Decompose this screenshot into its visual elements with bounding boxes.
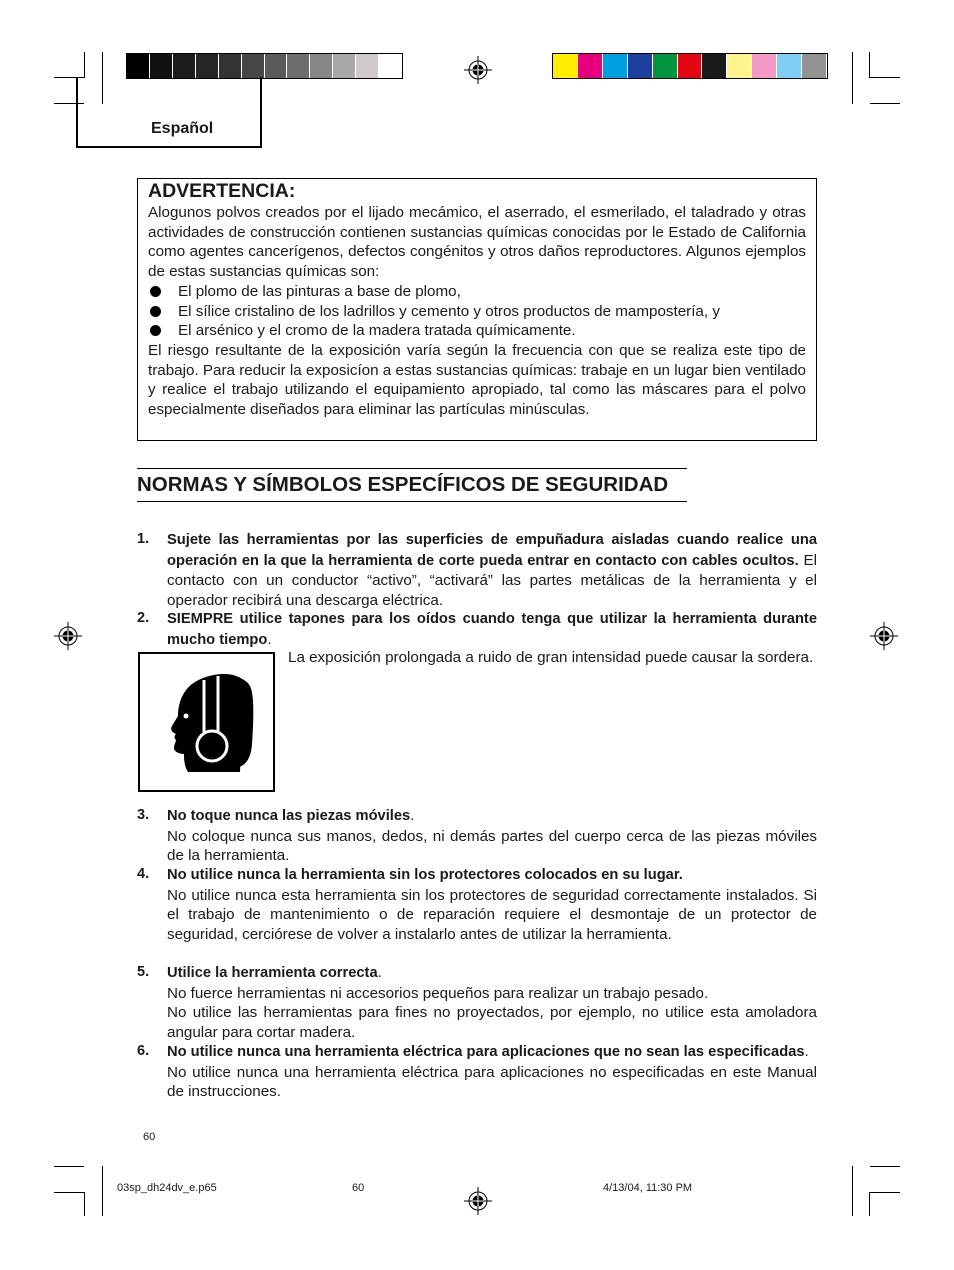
item-text: . bbox=[377, 964, 382, 981]
safety-item-2 bbox=[137, 609, 817, 650]
item-paragraph: No utilice las herramientas para fines no proyectados, por ejemplo, no utilice esta amoladora angular para cortar madera. bbox=[167, 1004, 817, 1042]
item-paragraph: No utilice nunca esta herramienta sin los protectores de seguridad correctamente instalados. Si el trabajo de mantenimiento o de reparación requiere el desmontaje de un protector de seguridad, cerciórese de volver a instalarlo antes de utilizar la herramienta. bbox=[167, 886, 817, 944]
color-swatch bbox=[678, 54, 703, 78]
color-swatch bbox=[578, 54, 603, 78]
color-swatch bbox=[173, 54, 196, 78]
file-name: 03sp_dh24dv_e.p65 bbox=[117, 1182, 217, 1194]
item-paragraph: No fuerce herramientas ni accesorios pequeños para realizar un trabajo pesado. bbox=[167, 984, 709, 1002]
slug-page-number: 60 bbox=[352, 1182, 365, 1194]
grayscale-calibration-bar bbox=[126, 53, 403, 79]
warning-box bbox=[137, 178, 817, 441]
color-swatch bbox=[628, 54, 653, 78]
color-swatch bbox=[196, 54, 219, 78]
color-swatch bbox=[802, 54, 827, 78]
registration-mark-icon bbox=[464, 1187, 492, 1215]
item-heading: SIEMPRE utilice tapones para los oídos cuando tenga que utilizar la herramienta durante mucho tiempo bbox=[167, 611, 817, 648]
item-2-side-text: La exposición prolongada a ruido de gran intensidad puede causar la sordera. bbox=[288, 649, 814, 666]
ear-protection-icon bbox=[140, 654, 273, 790]
color-swatch bbox=[127, 54, 150, 78]
registration-mark-icon bbox=[464, 56, 492, 84]
item-number: 3. bbox=[137, 807, 150, 823]
item-heading: No utilice nunca la herramienta sin los protectores colocados en su lugar. bbox=[167, 867, 683, 883]
color-swatch bbox=[702, 54, 727, 78]
warning-intro: Alogunos polvos creados por el lijado mecámico, el aserrado, el esmerilado, el taladrado y otras actividades de construcción contienen sustancias químicas conocidas por le Estado de California como agentes cancerígenos, defectos congénitos y otros daños reproductores. Algunos ejemplos de estas sustancias químicas son: bbox=[148, 204, 806, 281]
safety-item-6 bbox=[137, 1042, 817, 1102]
warning-title: ADVERTENCIA: bbox=[148, 180, 296, 202]
color-swatch bbox=[219, 54, 242, 78]
color-swatch bbox=[603, 54, 628, 78]
safety-item-3 bbox=[137, 806, 817, 866]
color-swatch bbox=[727, 54, 752, 78]
item-number: 2. bbox=[137, 610, 150, 626]
safety-item-4 bbox=[137, 865, 817, 945]
item-number: 5. bbox=[137, 964, 150, 980]
color-swatch bbox=[310, 54, 333, 78]
warning-bullet: El arsénico y el cromo de la madera tratada químicamente. bbox=[148, 321, 806, 341]
color-swatch bbox=[242, 54, 265, 78]
color-swatch bbox=[356, 54, 379, 78]
item-number: 6. bbox=[137, 1043, 150, 1059]
language-tab bbox=[76, 77, 262, 148]
bullet-dot-icon bbox=[150, 286, 161, 297]
color-swatch bbox=[777, 54, 802, 78]
color-swatch bbox=[333, 54, 356, 78]
warning-bullet: El plomo de las pinturas a base de plomo, bbox=[148, 282, 806, 302]
color-swatch bbox=[653, 54, 678, 78]
section-title: NORMAS Y SÍMBOLOS ESPECÍFICOS DE SEGURIDAD bbox=[137, 468, 687, 502]
color-swatch bbox=[287, 54, 310, 78]
item-number: 4. bbox=[137, 866, 150, 882]
page-number: 60 bbox=[143, 1131, 156, 1143]
print-timestamp: 4/13/04, 11:30 PM bbox=[603, 1182, 693, 1194]
color-swatch bbox=[379, 54, 402, 78]
bullet-dot-icon bbox=[150, 306, 161, 317]
item-text: . bbox=[410, 807, 415, 824]
item-text: . bbox=[804, 1043, 809, 1060]
safety-item-5 bbox=[137, 963, 817, 1043]
item-text: El contacto con un conductor “activo”, “activará” las partes metálicas de la herramienta y el operador recibirá una descarga eléctrica. bbox=[167, 551, 817, 610]
safety-item-1 bbox=[137, 530, 817, 611]
item-text: . bbox=[267, 630, 272, 648]
ear-protection-symbol bbox=[138, 652, 275, 792]
language-label: Español bbox=[151, 120, 214, 137]
color-swatch bbox=[752, 54, 777, 78]
item-heading: Sujete las herramientas por las superficies de empuñadura aisladas cuando realice una operación en la que la herramienta de corte pueda entrar en contacto con cables ocultos. bbox=[167, 532, 817, 569]
item-number: 1. bbox=[137, 531, 150, 547]
warning-closing: El riesgo resultante de la exposición varía según la frecuencia con que se realiza este tipo de trabajo. Para reducir la exposicíon a estas sustancias químicas: trabaje en un lugar bien ventilado y realice el trabajo utilizando el equipamiento apropiado, tal como las máscares para el polvo especialmente diseñados para eliminar las partículas minúsculas. bbox=[148, 341, 806, 419]
warning-list bbox=[148, 282, 806, 341]
color-swatch bbox=[553, 54, 578, 78]
color-swatch bbox=[150, 54, 173, 78]
item-heading: Utilice la herramienta correcta bbox=[167, 965, 378, 981]
registration-mark-icon bbox=[54, 622, 82, 650]
item-paragraph: No coloque nunca sus manos, dedos, ni demás partes del cuerpo cerca de las piezas móviles de la herramienta. bbox=[167, 827, 817, 865]
item-paragraph: No utilice nunca una herramienta eléctrica para aplicaciones no especificadas en este Manual de instrucciones. bbox=[167, 1063, 817, 1101]
item-heading: No utilice nunca una herramienta eléctrica para aplicaciones que no sean las especificadas bbox=[167, 1044, 805, 1060]
bullet-dot-icon bbox=[150, 325, 161, 336]
warning-bullet: El sílice cristalino de los ladrillos y cemento y otros productos de mampostería, y bbox=[148, 302, 806, 322]
item-heading: No toque nunca las piezas móviles bbox=[167, 808, 411, 824]
color-calibration-bar bbox=[552, 53, 828, 79]
color-swatch bbox=[265, 54, 288, 78]
registration-mark-icon bbox=[870, 622, 898, 650]
